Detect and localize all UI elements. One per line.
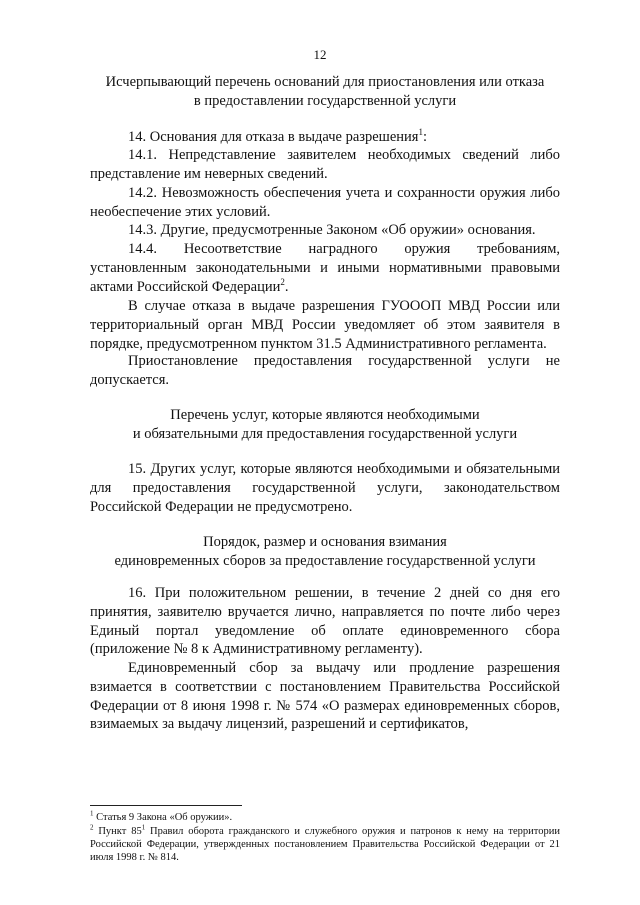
section-heading-refusal [90,73,560,111]
paragraph-14-1: 14.1. Непредставление заявителем необходимых сведений либо представление им неверных сведений. [90,147,560,182]
section-heading-fees [90,533,560,571]
footnote-ref-2[interactable]: 2 [280,276,285,287]
footnote-inner-mark: 1 [141,823,146,832]
paragraph-text: : [422,129,427,145]
footnote-text: Статья 9 Закона «Об оружии». [93,812,233,823]
heading-line: Перечень услуг, которые являются необходимыми [170,407,480,423]
paragraph-14-4 [90,240,560,296]
footnote-text: Правил оборота гражданского и служебного оружия и патронов к нему на территории Российской Федерации, утвержденных постановлением Правительства Российской Федерации от 21 июля 1998 г. № 814. [90,826,560,863]
footnote-ref-1[interactable]: 1 [418,127,423,138]
paragraph-refusal-notice: В случае отказа в выдаче разрешения ГУОООП МВД России или территориальный орган МВД России уведомляет об этом заявителя в порядке, предусмотренном пунктом 31.5 Административного регламента. [90,298,560,352]
paragraph-14 [90,128,560,147]
heading-line: Исчерпывающий перечень оснований для приостановления или отказа [105,74,545,90]
footnote-1 [90,811,560,824]
footnote-2 [90,825,560,864]
heading-line: и обязательными для предоставления государственной услуги [132,426,518,442]
footnote-mark: 2 [90,823,94,832]
footnote-mark: 1 [90,809,94,818]
page-number: 12 [313,47,327,62]
footnote-separator [90,805,242,806]
paragraph-suspension: Приостановление предоставления государственной услуги не допускается. [90,353,560,388]
footnote-text: Пункт 85 [93,826,142,837]
paragraph-15: 15. Других услуг, которые являются необходимыми и обязательными для предоставления государственной услуги, законодательством Российской Федерации не предусмотрено. [90,461,560,515]
section-heading-required-services [90,406,560,444]
paragraph-14-2: 14.2. Невозможность обеспечения учета и сохранности оружия либо необеспечение этих условий. [90,185,560,220]
paragraph-fee: Единовременный сбор за выдачу или продление разрешения взимается в соответствии с постановлением Правительства Российской Федерации от 8 июня 1998 г. № 574 «О размерах единовременных сборов, взимаемых за выдачу лицензий, разрешений и сертификатов, [90,660,560,733]
paragraph-14-3: 14.3. Другие, предусмотренные Законом «Об оружии» основания. [128,222,536,238]
heading-line: в предоставлении государственной услуги [193,93,457,109]
paragraph-16: 16. При положительном решении, в течение 2 дней со дня его принятия, заявителю вручается лично, направляется по почте либо через Единый портал уведомление об оплате единовременного сбора (приложение № 8 к Административному регламенту). [90,585,560,658]
heading-line: Порядок, размер и основания взимания [203,534,447,550]
heading-line: единовременных сборов за предоставление государственной услуги [114,553,536,569]
paragraph-text: . [284,278,289,295]
paragraph-text: 14. Основания для отказа в выдаче разрешения [128,129,419,145]
paragraph-text: 14.4. Несоответствие наградного оружия требованиям, установленным законодательными и иными нормативными правовыми актами Российской Федерации [90,241,560,295]
